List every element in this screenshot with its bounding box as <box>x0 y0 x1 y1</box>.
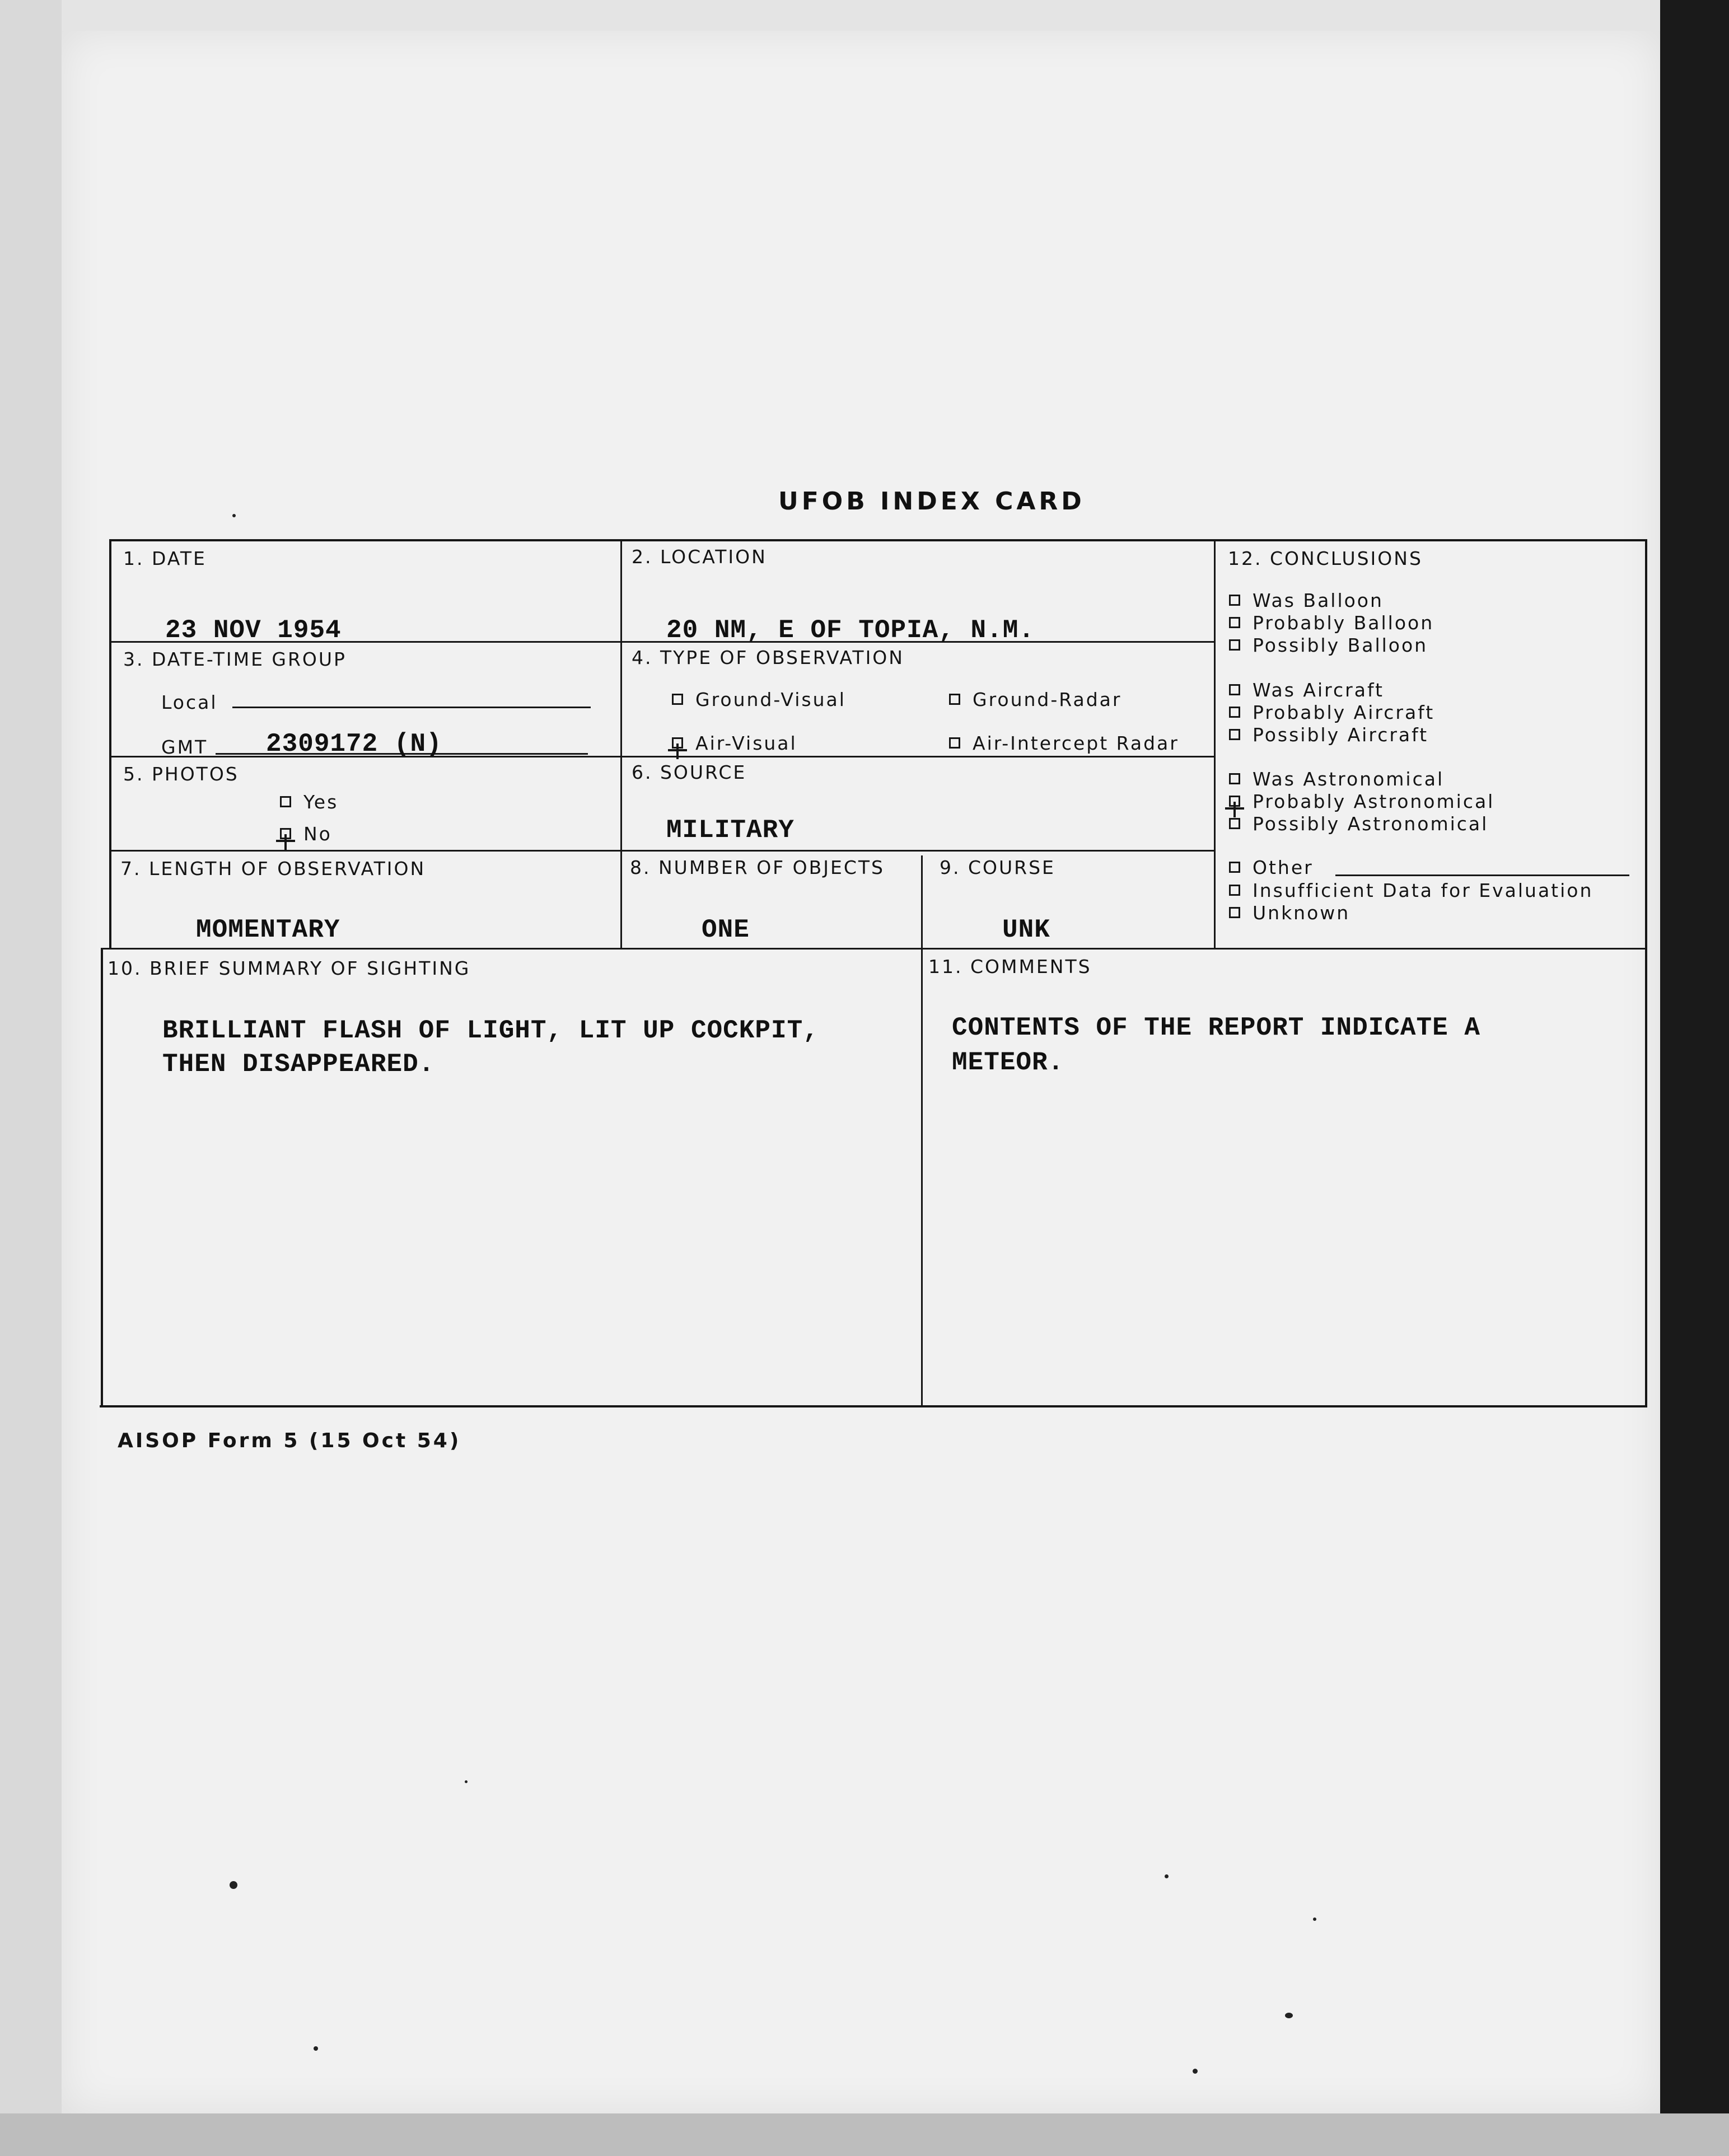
page-edge-bottom <box>0 2113 1729 2156</box>
checkbox-checked-icon <box>280 828 291 839</box>
gmt-value: 2309172 (N) <box>266 729 442 759</box>
checkbox-icon <box>1229 617 1240 628</box>
checkbox-icon <box>1229 862 1240 873</box>
photos-option-yes[interactable]: Yes <box>280 791 338 813</box>
card-title: UFOB INDEX CARD <box>778 487 1085 516</box>
location-label: 2. LOCATION <box>632 546 767 568</box>
checkbox-icon <box>1229 684 1240 695</box>
checkbox-icon <box>1229 818 1240 829</box>
number-of-objects-label: 8. NUMBER OF OBJECTS <box>630 857 885 878</box>
checkbox-checked-icon <box>1229 796 1240 807</box>
checkbox-icon <box>280 796 291 807</box>
form-identifier: AISOP Form 5 (15 Oct 54) <box>118 1429 461 1452</box>
length-of-observation-value: MOMENTARY <box>196 915 340 944</box>
summary-line: BRILLIANT FLASH OF LIGHT, LIT UP COCKPIT, <box>162 1016 819 1045</box>
summary-label: 10. BRIEF SUMMARY OF SIGHTING <box>108 957 471 979</box>
source-value: MILITARY <box>666 816 795 845</box>
course-value: UNK <box>1002 915 1050 944</box>
conclusion-option-possibly-astronomical[interactable]: Possibly Astronomical <box>1229 813 1488 835</box>
date-time-group-label: 3. DATE-TIME GROUP <box>123 648 347 670</box>
conclusion-option-other[interactable]: Other <box>1229 857 1314 878</box>
photos-label: 5. PHOTOS <box>123 763 239 785</box>
observation-option-ground-radar[interactable]: Ground-Radar <box>949 689 1121 710</box>
observation-option-ground-visual[interactable]: Ground-Visual <box>672 689 846 710</box>
checkbox-icon <box>1229 729 1240 740</box>
conclusion-option-possibly-balloon[interactable]: Possibly Balloon <box>1229 634 1428 656</box>
length-of-observation-label: 7. LENGTH OF OBSERVATION <box>120 858 426 880</box>
conclusion-option-probably-astronomical[interactable]: Probably Astronomical <box>1229 791 1494 812</box>
location-value: 20 NM, E OF TOPIA, N.M. <box>666 616 1035 645</box>
comments-label: 11. COMMENTS <box>928 956 1092 978</box>
checkbox-icon <box>1229 707 1240 718</box>
comments-line: METEOR. <box>952 1048 1064 1077</box>
checkbox-icon <box>1229 885 1240 896</box>
checkbox-icon <box>949 694 960 705</box>
checkbox-checked-icon <box>672 737 683 749</box>
conclusion-option-possibly-aircraft[interactable]: Possibly Aircraft <box>1229 724 1428 746</box>
checkbox-icon <box>949 737 960 749</box>
checkbox-icon <box>1229 639 1240 651</box>
observation-option-air-intercept-radar[interactable]: Air-Intercept Radar <box>949 732 1179 754</box>
checkbox-icon <box>672 694 683 705</box>
conclusion-option-was-balloon[interactable]: Was Balloon <box>1229 590 1384 611</box>
checkbox-icon <box>1229 595 1240 606</box>
local-label: Local <box>161 691 218 713</box>
checkbox-icon <box>1229 907 1240 918</box>
conclusion-option-probably-aircraft[interactable]: Probably Aircraft <box>1229 701 1434 723</box>
summary-line: THEN DISAPPEARED. <box>162 1050 435 1079</box>
comments-line: CONTENTS OF THE REPORT INDICATE A <box>952 1013 1480 1042</box>
conclusions-label: 12. CONCLUSIONS <box>1228 548 1423 569</box>
page-edge-right <box>1660 0 1729 2156</box>
page-edge-top <box>0 0 1729 31</box>
course-label: 9. COURSE <box>940 857 1055 878</box>
conclusion-option-unknown[interactable]: Unknown <box>1229 902 1350 924</box>
conclusion-option-probably-balloon[interactable]: Probably Balloon <box>1229 612 1434 634</box>
date-value: 23 NOV 1954 <box>165 616 342 645</box>
photos-option-no[interactable]: No <box>280 823 332 845</box>
conclusion-option-was-aircraft[interactable]: Was Aircraft <box>1229 679 1384 701</box>
source-label: 6. SOURCE <box>632 761 747 783</box>
type-of-observation-label: 4. TYPE OF OBSERVATION <box>632 647 904 668</box>
conclusion-option-was-astronomical[interactable]: Was Astronomical <box>1229 768 1444 790</box>
conclusion-option-insufficient-data[interactable]: Insufficient Data for Evaluation <box>1229 880 1593 901</box>
date-label: 1. DATE <box>123 548 207 569</box>
gmt-label: GMT <box>161 736 208 758</box>
checkbox-icon <box>1229 773 1240 784</box>
page-edge-left <box>0 0 62 2156</box>
number-of-objects-value: ONE <box>702 915 750 944</box>
observation-option-air-visual[interactable]: Air-Visual <box>672 732 797 754</box>
